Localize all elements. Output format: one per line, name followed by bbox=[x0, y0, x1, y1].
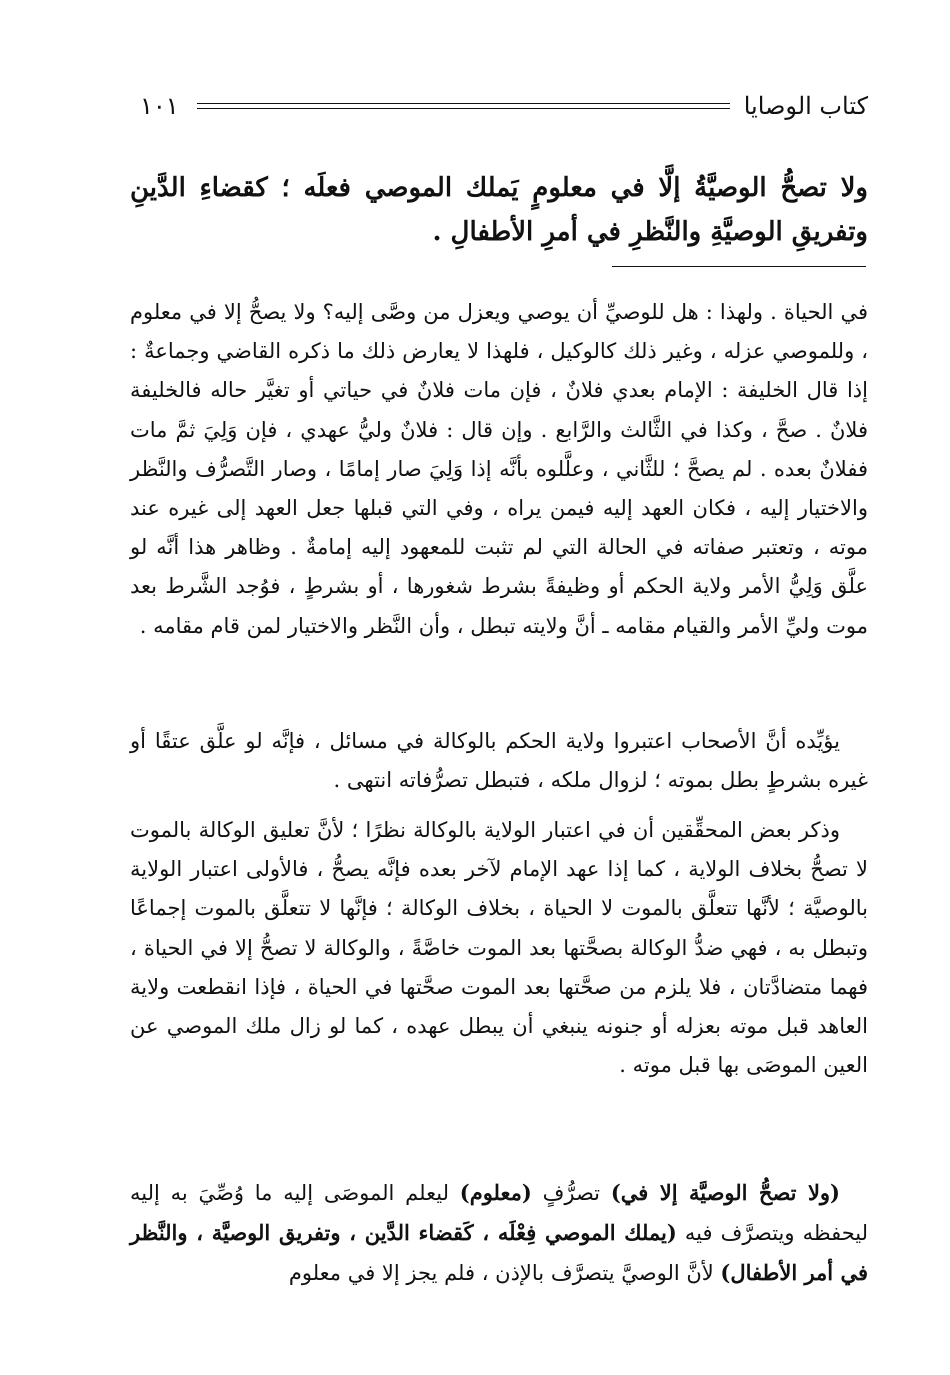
commentary-segment-1: تصرُّفٍ bbox=[531, 1181, 611, 1205]
quoted-matn-segment-3: (يملك الموصي فِعْلَه ، كَقضاء الدَّين ، وتفريق الوصيَّة ، والنَّظر في أمر الأطفال) bbox=[130, 1220, 868, 1286]
running-title: كتاب الوصايا bbox=[743, 92, 868, 120]
quoted-matn-segment-1: (ولا تصحُّ الوصيَّة إلا في) bbox=[610, 1180, 840, 1205]
matn-text: ولا تصحُّ الوصيَّةُ إلَّا في معلومٍ يَملك الموصي فعلَه ؛ كقضاءِ الدَّينِ وتفريقِ الوصيَّةِ والنَّظرِ في أمرِ الأطفالِ . bbox=[130, 173, 868, 247]
commentary-paragraph-3: وذكر بعض المحقِّقين أن في اعتبار الولاية بالوكالة نظرًا ؛ لأنَّ تعليق الوكالة بالموت لا تصحُّ بخلاف الولاية ، كما إذا عهد الإمام لآخر بعده فإنَّه يصحُّ ، فالأولى اعتبار الولاية بالوصيَّة ؛ لأنَّها تتعلَّق بالموت لا الحياة ، بخلاف الوكالة ؛ فإنَّها لا تتعلَّق بالموت إجماعًا وتبطل به ، فهي ضدُّ الوكالة بصحَّتها بعد الموت خاصَّةً ، والوكالة لا تصحُّ إلا في الحياة ، فهما متضادَّتان ، فلا يلزم من صحَّتها بعد الموت صحَّتها في الحياة ، فإذا انقطعت ولاية العاهد قبل موته بعزله أو جنونه ينبغي أن يبطل عهده ، كما لو زال ملك الموصي عن العين الموصَى بها قبل موته . bbox=[130, 818, 868, 1078]
header-rule bbox=[197, 103, 730, 109]
page-number: ١٠١ bbox=[140, 92, 179, 120]
commentary-paragraph-2: يؤيِّده أنَّ الأصحاب اعتبروا ولاية الحكم بالوكالة في مسائل ، فإنَّه لو علَّق عتقًا أو غيره بشرطٍ بطل بموته ؛ لزوال ملكه ، فتبطل تصرُّفاته انتهى . bbox=[130, 729, 868, 793]
commentary-segment-3: لأنَّ الوصيَّ يتصرَّف بالإذن ، فلم يجز إلا في معلوم bbox=[288, 1261, 721, 1286]
commentary-paragraph-4 bbox=[130, 1173, 868, 1294]
page-header bbox=[140, 86, 868, 126]
quoted-matn-segment-2: (معلوم) bbox=[459, 1180, 532, 1205]
matn-separator-rule bbox=[612, 266, 866, 267]
commentary-segment-2: ليعلم الموصَى إليه ما وُصِّيَ به إليه ليحفظه ويتصرَّف فيه bbox=[130, 1181, 869, 1246]
commentary-paragraph-1: في الحياة . ولهذا : هل للوصيِّ أن يوصي ويعزل من وصَّى إليه؟ ولا يصحُّ إلا في معلوم ، وللموصي عزله ، وغير ذلك كالوكيل ، فلهذا لا يعارض ذلك ما ذكره القاضي وجماعةٌ : إذا قال الخليفة : الإمام بعدي فلانٌ ، فإن مات فلانٌ في حياتي أو تغيَّر حاله فالخليفة فلانٌ . صحَّ ، وكذا في الثَّالث والرَّابع . وإن قال : فلانٌ وليُّ عهدي ، فإن وَلِيَ ثمَّ مات ففلانٌ بعده . لم يصحَّ ؛ للثَّاني ، وعلَّلوه بأنَّه إذا وَلِيَ صار إمامًا ، وصار التَّصرُّف والنَّظر والاختيار إليه ، فكان العهد إليه فيمن يراه ، وفي التي قبلها جعل العهد إلى غيره عند موته ، وتعتبر صفاته في الحالة التي لم تثبت للمعهود إليه إمامةٌ . وظاهر هذا أنَّه لو علَّق وَلِيُّ الأمر ولاية الحكم أو وظيفةً بشرط شغورها ، أو بشرطٍ ، فوُجد الشَّرط بعد موت وليِّ الأمر والقيام مقامه ـ أنَّ ولايته تبطل ، وأن النَّظر والاختيار لمن قام مقامه . bbox=[130, 300, 868, 638]
